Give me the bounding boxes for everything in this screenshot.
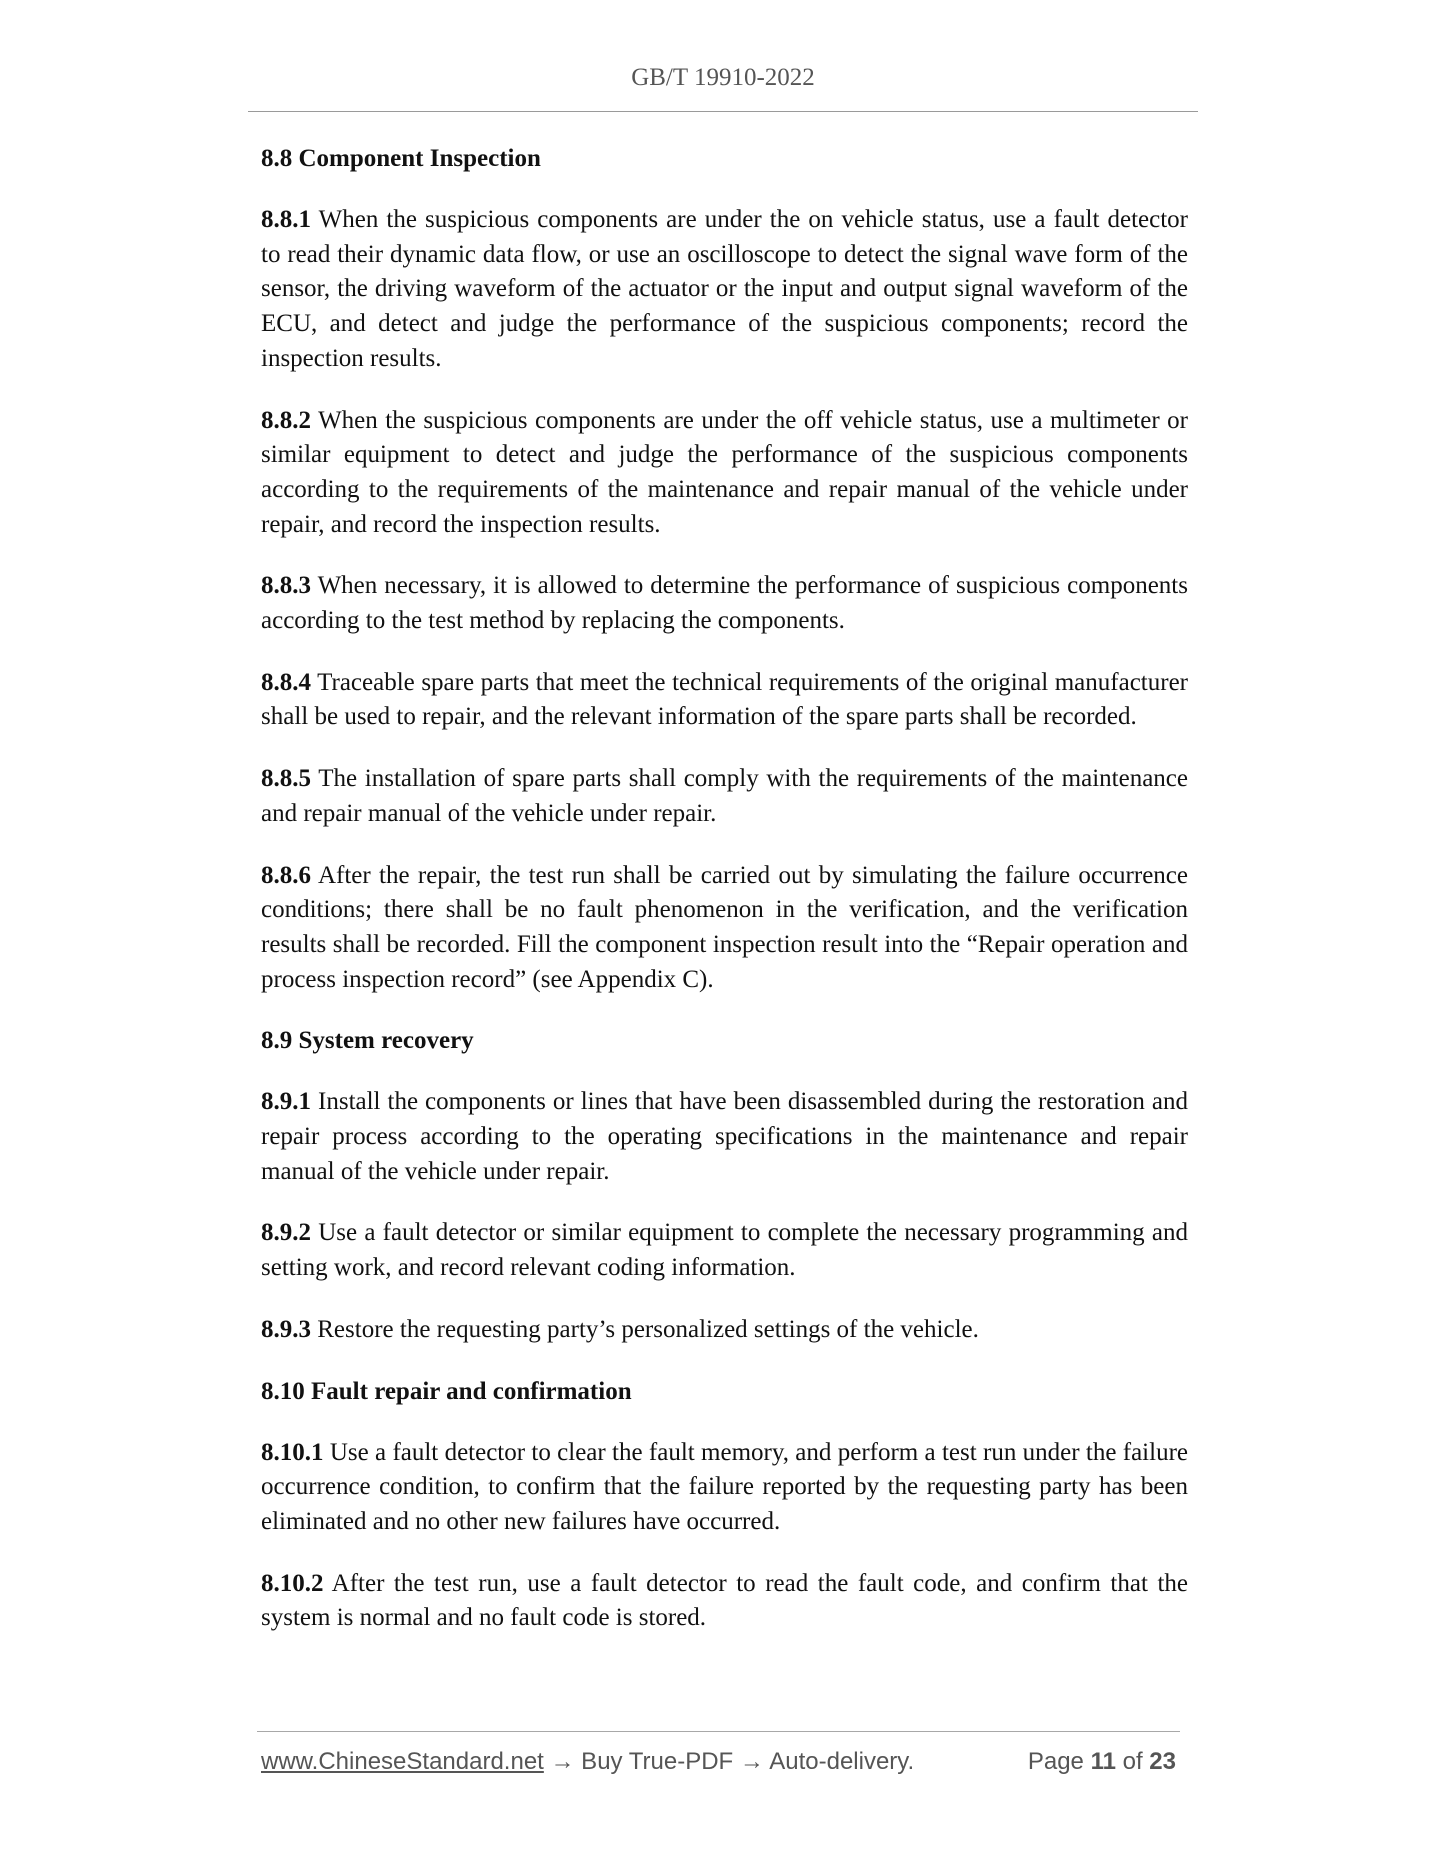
clause-number: 8.8.6 <box>261 861 311 889</box>
clause-number: 8.10.2 <box>261 1569 324 1597</box>
clause-8-10-1 <box>261 1436 1188 1540</box>
document-body <box>261 142 1188 1663</box>
clause-8-8-1 <box>261 203 1188 377</box>
section-heading-8-8: 8.8 Component Inspection <box>261 145 541 172</box>
clause-text: Restore the requesting party’s personalized settings of the vehicle. <box>311 1315 979 1343</box>
clause-text: When necessary, it is allowed to determine the performance of suspicious components according to the test method by replacing the components. <box>261 572 1188 635</box>
page-label: Page <box>1027 1748 1091 1775</box>
clause-number: 8.9.1 <box>261 1088 311 1116</box>
clause-8-10-2 <box>261 1567 1188 1636</box>
section-heading-8-9: 8.9 System recovery <box>261 1027 474 1055</box>
page-current: 11 <box>1090 1748 1116 1775</box>
clause-text: When the suspicious components are under the off vehicle status, use a multimeter or similar equipment to detect and judge the performance of the suspicious components according to the requirements of the maintenance and repair manual of the vehicle under repair, and record the inspection results. <box>261 406 1188 538</box>
clause-8-8-4 <box>261 666 1188 735</box>
clause-text: When the suspicious components are under the on vehicle status, use a fault detector to read their dynamic data flow, or use an oscilloscope to detect the signal wave form of the sensor, the driving waveform of the actuator or the input and output signal waveform of the ECU, and detect and judge the performance of the suspicious components; record the inspection results. <box>261 206 1188 372</box>
page-footer <box>261 1748 1176 1776</box>
clause-text: After the test run, use a fault detector to read the fault code, and confirm that the system is normal and no fault code is stored. <box>261 1569 1188 1632</box>
clause-text: Use a fault detector or similar equipment to complete the necessary programming and setting work, and record relevant coding information. <box>261 1219 1188 1282</box>
of-label: of <box>1115 1748 1150 1775</box>
clause-text: Traceable spare parts that meet the technical requirements of the original manufacturer shall be used to repair, and the relevant information of the spare parts shall be recorded. <box>261 668 1188 731</box>
clause-text: After the repair, the test run shall be carried out by simulating the failure occurrence conditions; there shall be no fault phenomenon in the verification, and the verification results shall be recorded. Fill the component inspection result into the “Repair operation and process inspection record” (see Appendix C). <box>261 861 1188 993</box>
clause-number: 8.8.5 <box>261 765 311 793</box>
header-divider <box>248 111 1198 112</box>
clause-8-8-6 <box>261 859 1188 998</box>
clause-number: 8.8.4 <box>261 668 311 696</box>
clause-number: 8.9.2 <box>261 1219 311 1247</box>
page-total: 23 <box>1149 1748 1176 1775</box>
clause-8-8-5 <box>261 762 1188 831</box>
footer-divider <box>257 1731 1180 1732</box>
clause-8-8-3 <box>261 569 1188 638</box>
clause-text: The installation of spare parts shall comply with the requirements of the maintenance and repair manual of the vehicle under repair. <box>261 765 1188 827</box>
clause-text: Use a fault detector to clear the fault memory, and perform a test run under the failure occurrence condition, to confirm that the failure reported by the requesting party has been eliminated and no other new failures have occurred. <box>261 1438 1188 1535</box>
clause-number: 8.10.1 <box>261 1438 324 1466</box>
clause-8-9-2 <box>261 1216 1188 1285</box>
clause-text: Install the components or lines that have been disassembled during the restoration and repair process according to the operating specifications in the maintenance and repair manual of the vehicle under repair. <box>261 1088 1188 1185</box>
clause-8-8-2 <box>261 404 1188 543</box>
clause-8-9-3 <box>261 1313 1188 1348</box>
clause-number: 8.9.3 <box>261 1315 311 1343</box>
clause-number: 8.8.1 <box>261 206 311 233</box>
page-indicator <box>1028 1748 1176 1776</box>
footer-tagline: → Buy True-PDF → Auto-delivery. <box>543 1748 915 1775</box>
clause-8-9-1 <box>261 1085 1188 1189</box>
section-heading-8-10: 8.10 Fault repair and confirmation <box>261 1377 632 1405</box>
clause-number: 8.8.2 <box>261 406 311 434</box>
clause-number: 8.8.3 <box>261 572 311 600</box>
page-header: GB/T 19910-2022 <box>631 64 815 91</box>
website-link[interactable]: www.ChineseStandard.net <box>261 1748 544 1775</box>
